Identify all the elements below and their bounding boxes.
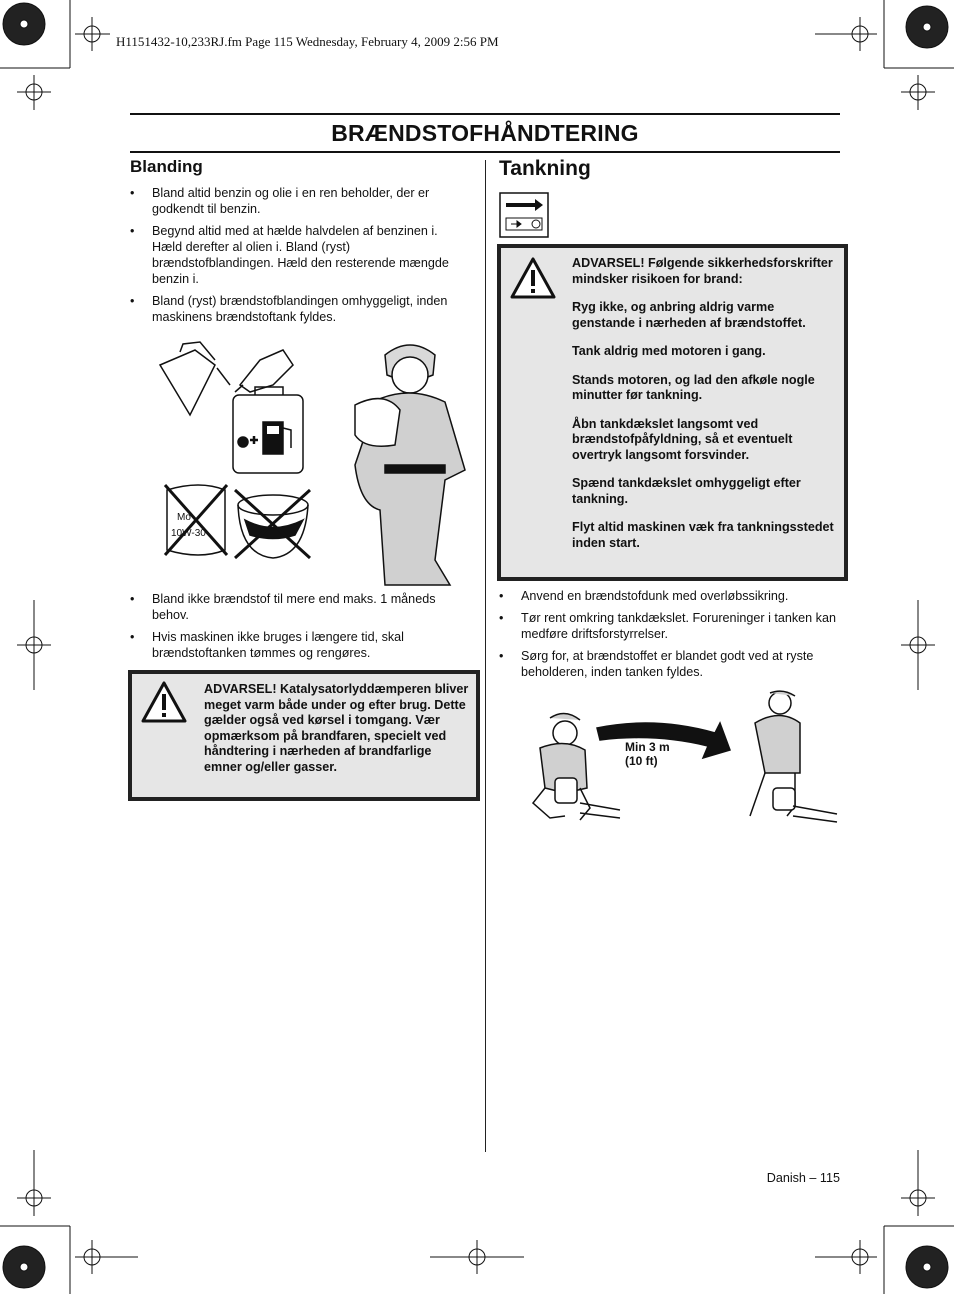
warning-text: ADVARSEL! Katalysatorlyddæmperen bliver meget varm både under og efter brug. Dette gælder også ved kørsel i tomgang. Vær opmærksom på brandfaren, specielt ved håndtering i nærheden af brandfarlige emner og/eller gasser. <box>204 682 469 774</box>
list-item: • Begynd altid med at hælde halvdelen af benzinen i. Hæld derefter al olien i. Bland (ryst) brændstofblandingen. Hæld den resterende mængde benzin i. <box>130 223 470 287</box>
blanding-heading: Blanding <box>130 157 203 176</box>
list-item: • Bland altid benzin og olie i en ren beholder, der er godkendt til benzin. <box>130 185 470 217</box>
list-item: • Anvend en brændstofdunk med overløbssikring. <box>499 588 844 604</box>
warning-box-catalyst <box>128 670 480 801</box>
warning-paragraph: Tank aldrig med motoren i gang. <box>572 344 766 358</box>
warning-paragraph: Flyt altid maskinen væk fra tankningsstedet inden start. <box>572 520 834 550</box>
warning-paragraph: Stands motoren, og lad den afkøle nogle minutter før tankning. <box>572 372 815 402</box>
warning-paragraph: Ryg ikke, og anbring aldrig varme genstande i nærheden af brændstoffet. <box>572 300 806 330</box>
warning-paragraph: Åbn tankdækslet langsomt ved brændstofpåfyldning, så et eventuelt overtryk langsomt forsvinder. <box>572 416 793 462</box>
page-number: Danish – 115 <box>766 1171 840 1185</box>
list-item: • Sørg for, at brændstoffet er blandet godt ved at ryste beholderen, inden tanken fyldes. <box>499 648 844 680</box>
file-header: H1151432-10,233RJ.fm Page 115 Wednesday, February 4, 2009 2:56 PM <box>116 34 499 49</box>
list-item: • Bland ikke brændstof til mere end maks. 1 måneds behov. <box>130 591 470 623</box>
list-item: • Hvis maskinen ikke bruges i længere tid, skal brændstoftanken tømmes og rengøres. <box>130 629 470 661</box>
refuel-distance-illustration <box>525 688 840 828</box>
list-item: • Tør rent omkring tankdækslet. Forureninger i tanken kan medføre driftsforstyrrelser. <box>499 610 844 642</box>
warning-triangle-icon <box>140 680 188 724</box>
blanding-bullets <box>130 185 470 331</box>
list-item: • Bland (ryst) brændstofblandingen omhyggeligt, inden maskinens brændstoftank fyldes. <box>130 293 470 325</box>
column-divider <box>485 160 486 1152</box>
warning-paragraph: Spænd tankdækslet omhyggeligt efter tankning. <box>572 476 801 506</box>
warning-box-refuel <box>497 244 848 581</box>
distance-label: (10 ft) <box>625 754 658 768</box>
can-label: 10W-30 <box>171 528 206 539</box>
tankning-bullets <box>499 588 844 686</box>
blanding-bullets-2 <box>130 591 470 667</box>
warning-text <box>572 256 840 564</box>
title-bar <box>130 113 840 153</box>
fuel-mixing-illustration <box>155 330 475 590</box>
distance-label: Min 3 m <box>625 740 670 754</box>
warning-paragraph: ADVARSEL! Følgende sikkerhedsforskrifter mindsker risikoen for brand: <box>572 256 833 286</box>
tankning-heading: Tankning <box>499 157 591 180</box>
page-title: BRÆNDSTOFHÅNDTERING <box>331 120 639 146</box>
arrow-pictogram-icon <box>499 192 549 238</box>
can-label: Mo <box>177 512 191 523</box>
warning-triangle-icon <box>509 256 557 300</box>
